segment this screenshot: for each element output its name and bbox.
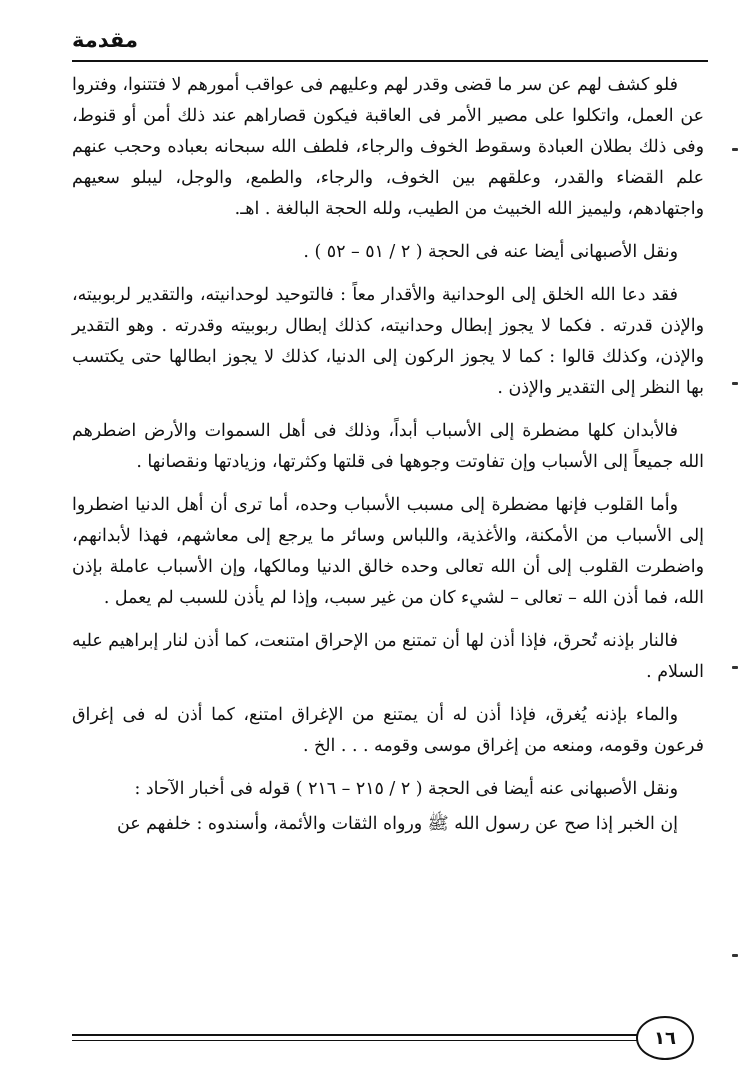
page-number: ١٦ (654, 1027, 676, 1049)
paragraph: فقد دعا الله الخلق إلى الوحدانية والأقدار معاً : فالتوحيد لوحدانيته، والتقدير لربوبيته، والإذن قدرته . فكما لا يجوز إبطال وحدانيته، كذلك إبطال ربوبيته وقدرته . وهو التقدير والإذن، وكذلك قالوا : كما لا يجوز الركون إلى الدنيا، كذلك لا يجوز ابطالها حتى يكتسب بها النظر إلى التقدير والإذن . (72, 285, 704, 398)
footer-rule (72, 1034, 638, 1042)
scan-edge-mark (732, 954, 738, 957)
paragraph: فلو كشف لهم عن سر ما قضى وقدر لهم وعليهم فى عواقب أمورهم لا فتتنوا، وفتروا عن العمل، واتكلوا على مصير الأمر فى العاقبة فيكون قصاراهم عند ذلك أمن أو قنوط، وفى ذلك بطلان العبادة وسقوط الخوف والرجاء، فلطف الله سبحانه بعباده وحجب عنهم علم القضاء والقدر، وعلقهم بين الخوف، والرجاء، والطمع، والوجل، ليبلو سعيهم واجتهادهم، وليميز الله الخبيث من الطيب، ولله الحجة البالغة . اهـ. (72, 75, 704, 219)
body-text (72, 70, 704, 852)
running-head-title: مقدمة (72, 28, 138, 52)
scan-edge-mark (732, 382, 738, 385)
scan-edge-mark (732, 666, 738, 669)
page-number-badge (636, 1016, 694, 1060)
paragraph: فالأبدان كلها مضطرة إلى الأسباب أبداً، وذلك فى أهل السموات والأرض اضطرهم الله جميعاً إلى الأسباب وإن تفاوتت وجوهها فى قلتها وكثرتها، وزيادتها ونقصانها . (72, 421, 704, 472)
scan-edge-mark (732, 148, 738, 151)
paragraph: وأما القلوب فإنها مضطرة إلى مسبب الأسباب وحده، أما ترى أن أهل الدنيا اضطروا إلى الأسباب من الأمكنة، والأغذية، واللباس وسائر ما يرجع إلى معاشهم، فهذا لأبدانهم، واضطرت القلوب إلى أن الله تعالى وحده خالق الدنيا ومالكها، وإن الأسباب عاملة بإذن الله، فما أذن الله – تعالى – لشيء كان من غير سبب، وإذا لم يأذن للسبب لم يعمل . (72, 495, 704, 608)
paragraph: ونقل الأصبهانى أيضا عنه فى الحجة ( ٢ / ٥١ – ٥٢ ) . (303, 242, 678, 262)
paragraph: إن الخبر إذا صح عن رسول الله ﷺ ورواه الثقات والأئمة، وأسندوه : خلفهم عن (116, 814, 678, 834)
paragraph: ونقل الأصبهانى عنه أيضا فى الحجة ( ٢ / ٢١٥ – ٢١٦ ) قوله فى أخبار الآحاد : (134, 779, 678, 799)
paragraph: والماء بإذنه يُغرق، فإذا أذن له أن يمتنع من الإغراق امتنع، كما أذن له فى إغراق فرعون وقومه، ومنعه من إغراق موسى وقومه . . . الخ . (72, 705, 704, 756)
header-rule (72, 60, 708, 62)
paragraph: فالنار بإذنه تُحرق، فإذا أذن لها أن تمتنع من الإحراق امتنعت، كما أذن لنار إبراهيم عليه السلام . (72, 631, 704, 682)
